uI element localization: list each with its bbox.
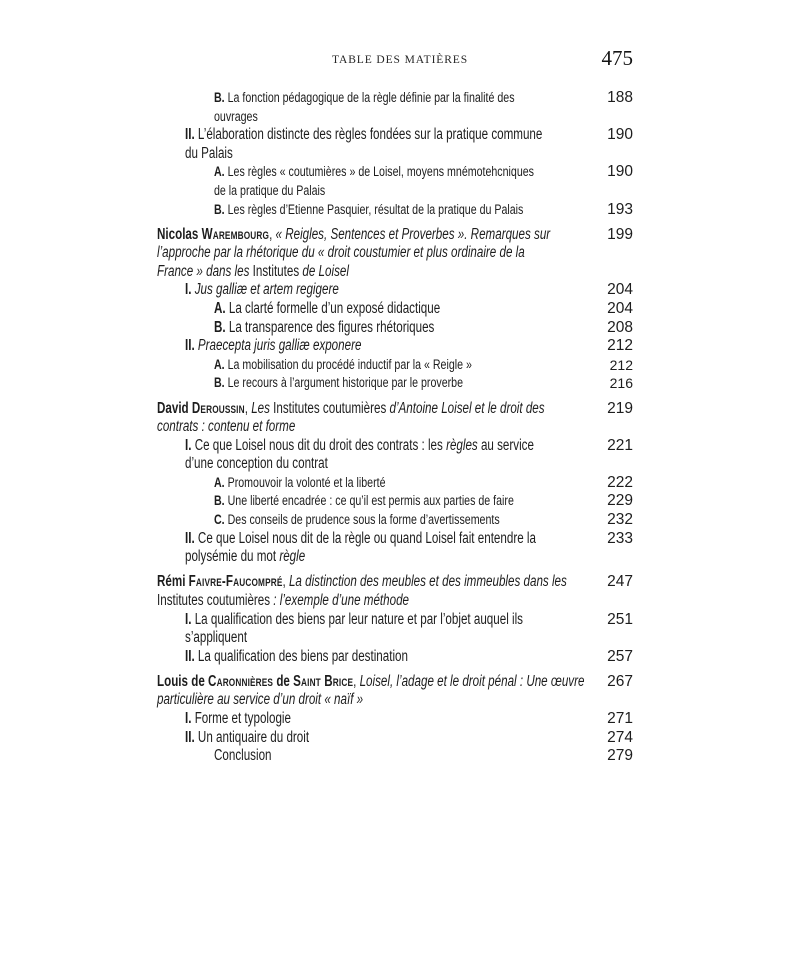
toc-entry <box>157 530 633 567</box>
toc-page-number: 221 <box>607 436 633 454</box>
toc-entry-text: B. Une liberté encadrée : ce qu’il est permis aux parties de faire <box>214 493 514 510</box>
toc-page-number: 208 <box>607 318 633 336</box>
toc-entry <box>157 710 633 729</box>
toc-entry <box>157 729 633 748</box>
toc-entry-text: A. La mobilisation du procédé inductif par la « Reigle » <box>214 356 472 373</box>
toc-entry-text: B. Les règles d’Etienne Pasquier, résultat de la pratique du Palais <box>214 201 524 218</box>
toc-entry <box>157 319 633 338</box>
toc-entry-text: I. Jus galliæ et artem regigere <box>185 281 339 299</box>
toc-entry <box>157 281 633 300</box>
toc-entry <box>157 374 633 393</box>
toc-entry <box>157 201 633 220</box>
toc-page-number: 251 <box>607 610 633 628</box>
page-number-folio: 475 <box>601 46 633 70</box>
toc-entry-text: II. L’élaboration distincte des règles fondées sur la pratique commune du Palais <box>185 126 543 162</box>
toc-entry <box>157 648 633 667</box>
toc-entry-text: I. Ce que Loisel nous dit du droit des contrats : les règles au service d’une conception du contrat <box>185 436 534 473</box>
toc-page-number: 193 <box>607 200 633 218</box>
toc-entry <box>157 437 633 474</box>
toc-page-number: 257 <box>607 647 633 665</box>
toc-entry-text: David Deroussin, Les Institutes coutumières d’Antoine Loisel et le droit des contrats : contenu et forme <box>157 399 545 436</box>
toc-entry-author <box>157 226 633 282</box>
toc-entry-text: Nicolas Warembourg, « Reigles, Sentences et Proverbes ». Remarques sur l’approche par la rhétorique du « droit coustumier et plus ordinaire de la France » dans les Institutes de Loisel <box>157 225 551 280</box>
toc-entry-author <box>157 673 633 710</box>
toc-page-number: 229 <box>607 492 633 510</box>
running-title: TABLE DES MATIÈRES <box>331 54 469 66</box>
toc-page-number: 247 <box>607 573 633 591</box>
toc-entry <box>157 474 633 493</box>
toc-entry-text: B. La fonction pédagogique de la règle définie par la finalité des ouvrages <box>214 90 515 125</box>
toc-page-number: 190 <box>607 163 633 181</box>
toc-entry-text: C. Des conseils de prudence sous la forme d’avertissements <box>214 512 500 529</box>
toc-page-number: 212 <box>609 356 633 373</box>
toc-entry <box>157 511 633 530</box>
toc-page-number: 267 <box>607 672 633 690</box>
toc-entry <box>157 163 633 200</box>
toc-entry <box>157 611 633 648</box>
toc-page-number: 204 <box>607 300 633 318</box>
toc-entry-text: B. Le recours à l’argument historique par le proverbe <box>214 375 464 392</box>
toc-page-number: 233 <box>607 529 633 547</box>
toc-entry <box>157 126 633 163</box>
toc-page-number: 232 <box>607 511 633 529</box>
toc-page-number: 204 <box>607 281 633 299</box>
toc-entry <box>157 300 633 319</box>
toc-page-number: 219 <box>607 399 633 417</box>
toc-page-number: 271 <box>607 710 633 727</box>
toc-entry <box>157 356 633 375</box>
toc-entry-author <box>157 573 633 610</box>
toc-page-number: 199 <box>607 225 633 243</box>
toc-entry-text: I. La qualification des biens par leur nature et par l’objet auquel ils s’appliquent <box>185 610 523 647</box>
toc-page-number: 216 <box>609 375 633 392</box>
toc-entry-text: II. Un antiquaire du droit <box>185 728 310 746</box>
toc-entry <box>157 337 633 356</box>
toc-page-number: 222 <box>607 473 633 491</box>
toc-entry-text: II. Praecepta juris galliæ exponere <box>185 337 362 355</box>
toc-entry-author <box>157 400 633 437</box>
toc-page-number: 190 <box>607 126 633 144</box>
toc-entry-text: I. Forme et typologie <box>185 710 291 727</box>
toc-page-number: 212 <box>607 337 633 355</box>
toc-entry-text: II. Ce que Loisel nous dit de la règle ou quand Loisel fait entendre la polysémie du mot règle <box>185 529 536 566</box>
toc-page-number: 188 <box>607 89 633 106</box>
table-of-contents <box>157 89 633 766</box>
toc-entry-text: A. Promouvoir la volonté et la liberté <box>214 474 386 491</box>
toc-page-number: 274 <box>607 728 633 746</box>
toc-entry-text: Rémi Faivre-Faucompré, La distinction des meubles et des immeubles dans les Institutes coutumières : l’exemple d’une méthode <box>157 573 567 609</box>
toc-entry-text: A. La clarté formelle d’un exposé didactique <box>214 300 441 318</box>
toc-entry-text: B. La transparence des figures rhétoriques <box>214 318 435 336</box>
toc-page-number: 279 <box>607 747 633 765</box>
toc-entry-text: Conclusion <box>214 747 272 765</box>
toc-entry-text: II. La qualification des biens par destination <box>185 647 408 665</box>
toc-entry-text: A. Les règles « coutumières » de Loisel, moyens mnémotehcniques de la pratique du Palais <box>214 164 534 199</box>
toc-entry <box>157 747 633 766</box>
toc-entry <box>157 89 633 126</box>
toc-entry <box>157 492 633 511</box>
toc-entry-text: Louis de Caronnières de Saint Brice, Loisel, l’adage et le droit pénal : Une œuvre particulière au service d’un droit « naïf » <box>157 672 585 709</box>
